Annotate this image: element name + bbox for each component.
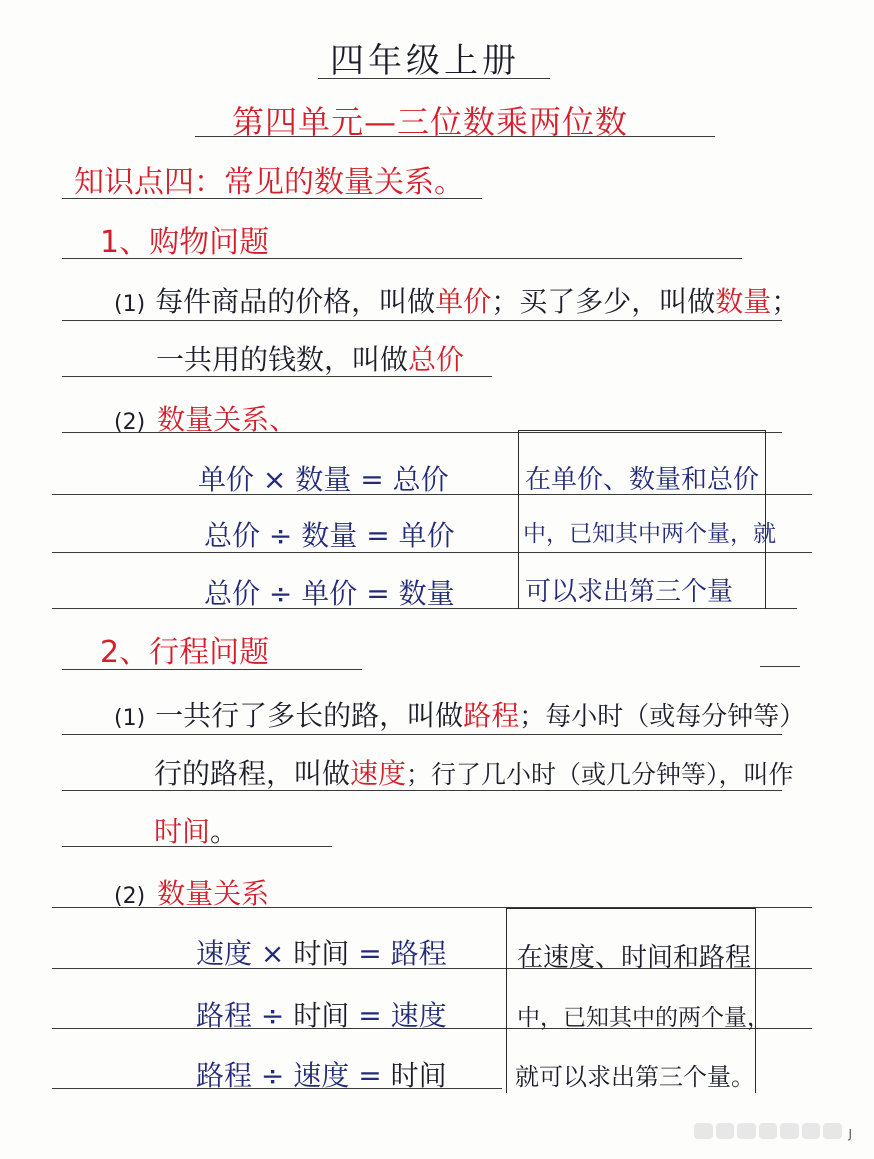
formula-operator: ÷ [260,1059,285,1092]
corner-mark: J [848,1127,852,1141]
formula-result: 路程 [390,937,447,970]
formula-result: 时间 [390,1059,447,1092]
item-text: 一共行了多长的路，叫做 [155,699,464,732]
formula-row [196,999,447,1032]
summary-line: 中，已知其中的两个量， [517,1005,770,1031]
item-text: 一共用的钱数，叫做 [156,343,409,376]
summary-line: 在速度、时间和路程 [517,943,752,973]
summary-line: 中，已知其中两个量，就 [523,521,776,547]
formula-term: 时间 [293,999,350,1032]
rule-line [62,320,782,321]
formula-term: 单价 [301,577,358,610]
item-text: ；买了多少，叫做 [491,285,716,318]
travel-summary-box [506,908,770,1093]
knowledge-point-heading: 知识点四：常见的数量关系。 [74,165,464,200]
formula-term: 时间 [293,937,350,970]
relation-heading: 数量关系 [157,877,270,910]
travel-item2-heading [114,877,270,910]
formula-term: 总价 [204,519,261,552]
formula-term: 速度 [293,1059,350,1092]
item-text: ；行了几小时（或几分钟等），叫作 [406,760,794,789]
formula-result: 总价 [392,463,449,496]
formula-equals: = [358,999,382,1032]
shopping-item2-heading [114,403,298,436]
watermark-block [716,1123,735,1139]
watermark-strip [694,1123,842,1139]
formula-term: 数量 [295,463,352,496]
item-text: 。 [210,815,239,848]
term-time: 时间 [154,815,211,848]
summary-line: 就可以求出第三个量。 [515,1063,755,1091]
formula-equals: = [360,463,384,496]
formula-term: 速度 [196,937,253,970]
item-label: (1) [114,292,146,317]
term-speed: 速度 [350,757,407,790]
term-distance: 路程 [463,699,520,732]
formula-term: 路程 [196,1059,253,1092]
shopping-summary-box [518,430,776,609]
formula-row [204,519,455,552]
item-label: (2) [114,410,146,435]
watermark-block [759,1123,778,1139]
watermark-block [802,1123,821,1139]
shopping-item1-line1 [114,285,800,318]
formula-row [196,937,447,970]
page-title: 四年级上册 [330,41,520,81]
rule-line [760,666,800,667]
formula-operator: ÷ [268,519,293,552]
item-label: (2) [114,884,146,909]
formula-row [196,1059,447,1092]
watermark-block [823,1123,842,1139]
unit-subtitle: 第四单元—三位数乘两位数 [232,103,629,141]
rule-line [62,376,492,377]
formula-term: 总价 [204,577,261,610]
relation-heading: 数量关系、 [157,403,298,436]
formula-row [198,463,449,496]
section-heading-shopping: 1、购物问题 [100,225,270,260]
summary-line: 可以求出第三个量 [525,577,734,607]
section-heading-travel: 2、行程问题 [100,635,270,670]
watermark-block [694,1123,713,1139]
formula-equals: = [358,1059,382,1092]
item-label: (1) [114,706,146,731]
formula-operator: ÷ [260,999,285,1032]
formula-term: 单价 [198,463,255,496]
formula-row [204,577,455,610]
formula-term: 路程 [196,999,253,1032]
formula-operator: × [262,463,287,496]
watermark-block [737,1123,756,1139]
formula-operator: × [260,937,285,970]
formula-equals: = [358,937,382,970]
rule-line [62,734,782,735]
term-total-price: 总价 [408,343,465,376]
summary-line: 在单价、数量和总价 [525,465,760,495]
item-text: ；每小时（或每分钟等） [519,702,806,732]
term-unit-price: 单价 [435,285,492,318]
formula-result: 数量 [398,577,455,610]
travel-item1-line2 [154,757,794,790]
formula-equals: = [366,519,390,552]
item-text: ； [771,285,800,318]
item-text: 行的路程，叫做 [154,757,351,790]
item-text: 每件商品的价格，叫做 [155,285,436,318]
formula-result: 速度 [390,999,447,1032]
shopping-item1-line2 [156,343,465,376]
formula-operator: ÷ [268,577,293,610]
term-quantity: 数量 [715,285,772,318]
watermark-block [780,1123,799,1139]
formula-equals: = [366,577,390,610]
travel-item1-line1 [114,699,806,732]
formula-term: 数量 [301,519,358,552]
travel-item1-line3 [154,815,239,848]
formula-result: 单价 [398,519,455,552]
rule-line [62,790,782,791]
